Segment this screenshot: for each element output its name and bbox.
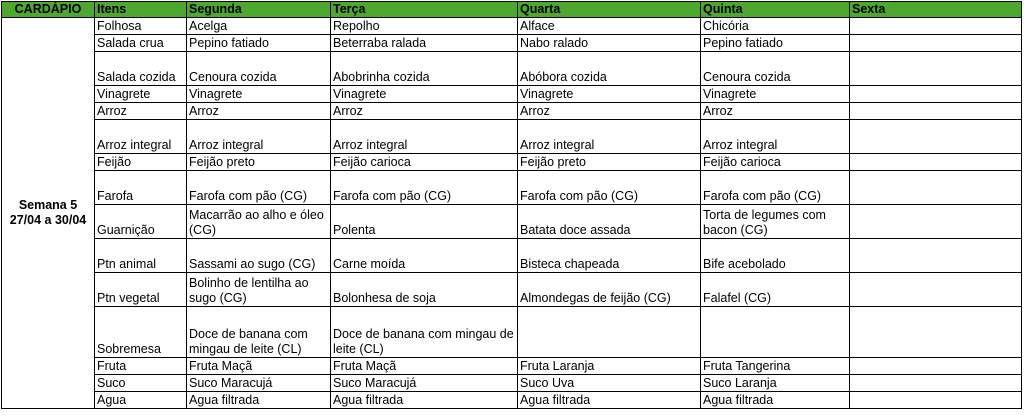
header-row bbox=[2, 2, 1022, 18]
table-row bbox=[2, 103, 1022, 120]
menu-cell-friday bbox=[850, 392, 1022, 409]
menu-cell-wednesday: Arroz bbox=[518, 103, 701, 120]
menu-cell-monday: Fruta Maçã bbox=[187, 358, 331, 375]
table-row bbox=[2, 35, 1022, 52]
item-label: Feijão bbox=[95, 154, 187, 171]
week-date-range: 27/04 a 30/04 bbox=[9, 213, 87, 227]
menu-cell-friday bbox=[850, 358, 1022, 375]
item-label: Suco bbox=[95, 375, 187, 392]
column-header-monday: Segunda bbox=[187, 2, 331, 18]
menu-cell-tuesday: Beterraba ralada bbox=[331, 35, 518, 52]
menu-cell-thursday: Vinagrete bbox=[701, 86, 850, 103]
item-label: Fruta bbox=[95, 358, 187, 375]
menu-cell-thursday: Agua filtrada bbox=[701, 392, 850, 409]
menu-cell-wednesday: Fruta Laranja bbox=[518, 358, 701, 375]
item-label: Guarnição bbox=[95, 205, 187, 239]
menu-cell-thursday bbox=[701, 307, 850, 358]
menu-cell-monday: Arroz integral bbox=[187, 120, 331, 154]
table-row bbox=[2, 375, 1022, 392]
menu-cell-thursday: Chicória bbox=[701, 18, 850, 35]
menu-cell-wednesday: Almondegas de feijão (CG) bbox=[518, 273, 701, 307]
menu-cell-wednesday: Nabo ralado bbox=[518, 35, 701, 52]
menu-cell-friday bbox=[850, 18, 1022, 35]
menu-cell-tuesday: Abobrinha cozida bbox=[331, 52, 518, 86]
menu-cell-monday: Suco Maracujá bbox=[187, 375, 331, 392]
menu-cell-friday bbox=[850, 154, 1022, 171]
menu-cell-thursday: Falafel (CG) bbox=[701, 273, 850, 307]
item-label: Arroz bbox=[95, 103, 187, 120]
menu-cell-tuesday: Farofa com pão (CG) bbox=[331, 171, 518, 205]
table-row bbox=[2, 358, 1022, 375]
column-header-wednesday: Quarta bbox=[518, 2, 701, 18]
table-row bbox=[2, 154, 1022, 171]
menu-cell-tuesday: Vinagrete bbox=[331, 86, 518, 103]
item-label: Ptn animal bbox=[95, 239, 187, 273]
menu-cell-monday: Arroz bbox=[187, 103, 331, 120]
menu-cell-wednesday: Batata doce assada bbox=[518, 205, 701, 239]
menu-cell-thursday: Farofa com pão (CG) bbox=[701, 171, 850, 205]
table-row bbox=[2, 392, 1022, 409]
menu-cell-monday: Doce de banana com mingau de leite (CL) bbox=[187, 307, 331, 358]
menu-cell-monday: Feijão preto bbox=[187, 154, 331, 171]
menu-cell-friday bbox=[850, 273, 1022, 307]
menu-cell-tuesday: Bolonhesa de soja bbox=[331, 273, 518, 307]
menu-cell-friday bbox=[850, 205, 1022, 239]
column-header-items: Itens bbox=[95, 2, 187, 18]
menu-cell-tuesday: Suco Maracujá bbox=[331, 375, 518, 392]
menu-cell-wednesday: Vinagrete bbox=[518, 86, 701, 103]
menu-cell-monday: Farofa com pão (CG) bbox=[187, 171, 331, 205]
menu-cell-tuesday: Fruta Maçã bbox=[331, 358, 518, 375]
menu-cell-tuesday: Agua filtrada bbox=[331, 392, 518, 409]
column-header-thursday: Quinta bbox=[701, 2, 850, 18]
menu-cell-friday bbox=[850, 239, 1022, 273]
table-row bbox=[2, 86, 1022, 103]
item-label: Vinagrete bbox=[95, 86, 187, 103]
menu-cell-tuesday: Polenta bbox=[331, 205, 518, 239]
menu-cell-wednesday: Suco Uva bbox=[518, 375, 701, 392]
column-header-tuesday: Terça bbox=[331, 2, 518, 18]
week-cell bbox=[2, 18, 95, 409]
menu-cell-wednesday: Farofa com pão (CG) bbox=[518, 171, 701, 205]
menu-title: CARDÁPIO bbox=[2, 2, 95, 18]
menu-cell-friday bbox=[850, 171, 1022, 205]
menu-cell-thursday: Fruta Tangerina bbox=[701, 358, 850, 375]
menu-cell-friday bbox=[850, 35, 1022, 52]
table-row bbox=[2, 205, 1022, 239]
table-row bbox=[2, 307, 1022, 358]
column-header-friday: Sexta bbox=[850, 2, 1022, 18]
menu-cell-wednesday: Bisteca chapeada bbox=[518, 239, 701, 273]
menu-cell-thursday: Torta de legumes com bacon (CG) bbox=[701, 205, 850, 239]
table-row bbox=[2, 120, 1022, 154]
menu-cell-monday: Bolinho de lentilha ao sugo (CG) bbox=[187, 273, 331, 307]
item-label: Arroz integral bbox=[95, 120, 187, 154]
menu-cell-tuesday: Carne moída bbox=[331, 239, 518, 273]
menu-cell-monday: Sassami ao sugo (CG) bbox=[187, 239, 331, 273]
menu-cell-monday: Macarrão ao alho e óleo (CG) bbox=[187, 205, 331, 239]
menu-cell-thursday: Bife acebolado bbox=[701, 239, 850, 273]
menu-cell-friday bbox=[850, 120, 1022, 154]
menu-cell-wednesday: Agua filtrada bbox=[518, 392, 701, 409]
table-row bbox=[2, 171, 1022, 205]
menu-cell-thursday: Suco Laranja bbox=[701, 375, 850, 392]
item-label: Salada cozida bbox=[95, 52, 187, 86]
menu-cell-monday: Vinagrete bbox=[187, 86, 331, 103]
menu-cell-tuesday: Arroz integral bbox=[331, 120, 518, 154]
menu-cell-wednesday: Abóbora cozida bbox=[518, 52, 701, 86]
menu-cell-friday bbox=[850, 375, 1022, 392]
menu-cell-thursday: Arroz integral bbox=[701, 120, 850, 154]
menu-cell-friday bbox=[850, 52, 1022, 86]
menu-cell-wednesday: Alface bbox=[518, 18, 701, 35]
table-row bbox=[2, 18, 1022, 35]
menu-cell-monday: Cenoura cozida bbox=[187, 52, 331, 86]
item-label: Folhosa bbox=[95, 18, 187, 35]
menu-cell-friday bbox=[850, 307, 1022, 358]
menu-cell-thursday: Pepino fatiado bbox=[701, 35, 850, 52]
table-row bbox=[2, 239, 1022, 273]
menu-cell-tuesday: Repolho bbox=[331, 18, 518, 35]
menu-cell-friday bbox=[850, 103, 1022, 120]
week-label: Semana 5 bbox=[18, 198, 78, 212]
item-label: Farofa bbox=[95, 171, 187, 205]
menu-cell-monday: Pepino fatiado bbox=[187, 35, 331, 52]
item-label: Ptn vegetal bbox=[95, 273, 187, 307]
menu-cell-thursday: Arroz bbox=[701, 103, 850, 120]
menu-cell-tuesday: Feijão carioca bbox=[331, 154, 518, 171]
menu-cell-monday: Acelga bbox=[187, 18, 331, 35]
table-row bbox=[2, 52, 1022, 86]
menu-cell-wednesday: Feijão preto bbox=[518, 154, 701, 171]
table-row bbox=[2, 273, 1022, 307]
menu-cell-wednesday bbox=[518, 307, 701, 358]
menu-table bbox=[1, 1, 1022, 409]
item-label: Sobremesa bbox=[95, 307, 187, 358]
menu-cell-wednesday: Arroz integral bbox=[518, 120, 701, 154]
menu-cell-tuesday: Arroz bbox=[331, 103, 518, 120]
item-label: Agua bbox=[95, 392, 187, 409]
menu-cell-thursday: Feijão carioca bbox=[701, 154, 850, 171]
menu-cell-monday: Agua filtrada bbox=[187, 392, 331, 409]
menu-cell-tuesday: Doce de banana com mingau de leite (CL) bbox=[331, 307, 518, 358]
menu-cell-friday bbox=[850, 86, 1022, 103]
item-label: Salada crua bbox=[95, 35, 187, 52]
menu-cell-thursday: Cenoura cozida bbox=[701, 52, 850, 86]
